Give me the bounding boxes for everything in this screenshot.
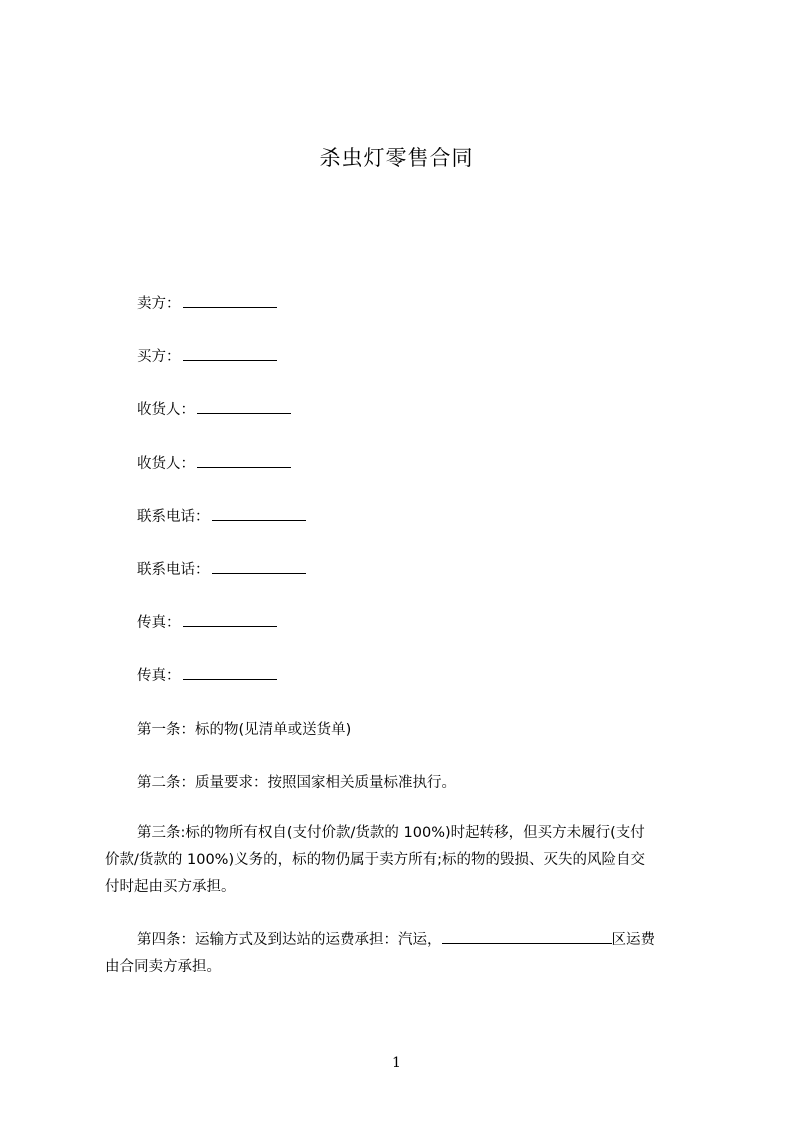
fill-blank <box>212 506 306 521</box>
clause-3-line-3: 付时起由买方承担。 <box>105 879 236 895</box>
clause-4-text-before: 第四条：运输方式及到达站的运费承担：汽运， <box>137 932 442 948</box>
clause-4-line-2: 由合同卖方承担。 <box>105 959 221 975</box>
fill-blank <box>183 346 277 361</box>
field-consignee-2 <box>137 452 291 473</box>
clause-3 <box>105 820 701 901</box>
document-title: 杀虫灯零售合同 <box>319 146 474 170</box>
clause-4-text-after: 区运费 <box>611 932 655 948</box>
clause-4 <box>105 927 701 981</box>
field-seller <box>137 292 277 313</box>
clause-3-line-1: 第三条:标的物所有权自(支付价款/货款的 100%)时起转移，但买方未履行(支付 <box>137 825 645 841</box>
field-label: 收货人： <box>137 402 195 418</box>
field-label: 卖方： <box>137 296 181 312</box>
field-consignee <box>137 398 291 419</box>
field-label: 联系电话： <box>137 509 210 525</box>
field-buyer <box>137 345 277 366</box>
fill-blank <box>197 453 291 468</box>
field-label: 联系电话： <box>137 562 210 578</box>
fill-blank <box>183 665 277 680</box>
clause-1: 第一条：标的物(见清单或送货单) <box>137 722 352 738</box>
field-phone-2 <box>137 558 306 579</box>
field-label: 买方： <box>137 349 181 365</box>
fill-blank <box>197 399 291 414</box>
fill-blank <box>212 559 306 574</box>
clause-3-line-2: 价款/货款的 100%)义务的，标的物仍属于卖方所有;标的物的毁损、灭失的风险自交 <box>105 852 645 868</box>
field-phone <box>137 505 306 526</box>
field-fax-2 <box>137 664 277 685</box>
fill-blank <box>183 612 277 627</box>
fill-blank <box>442 929 612 944</box>
field-label: 收货人： <box>137 456 195 472</box>
field-label: 传真： <box>137 615 181 631</box>
fill-blank <box>183 293 277 308</box>
clause-4-line-1 <box>105 927 701 954</box>
clause-2: 第二条：质量要求：按照国家相关质量标准执行。 <box>137 775 456 791</box>
field-label: 传真： <box>137 668 181 684</box>
page-number: 1 <box>392 1055 401 1071</box>
field-fax <box>137 611 277 632</box>
